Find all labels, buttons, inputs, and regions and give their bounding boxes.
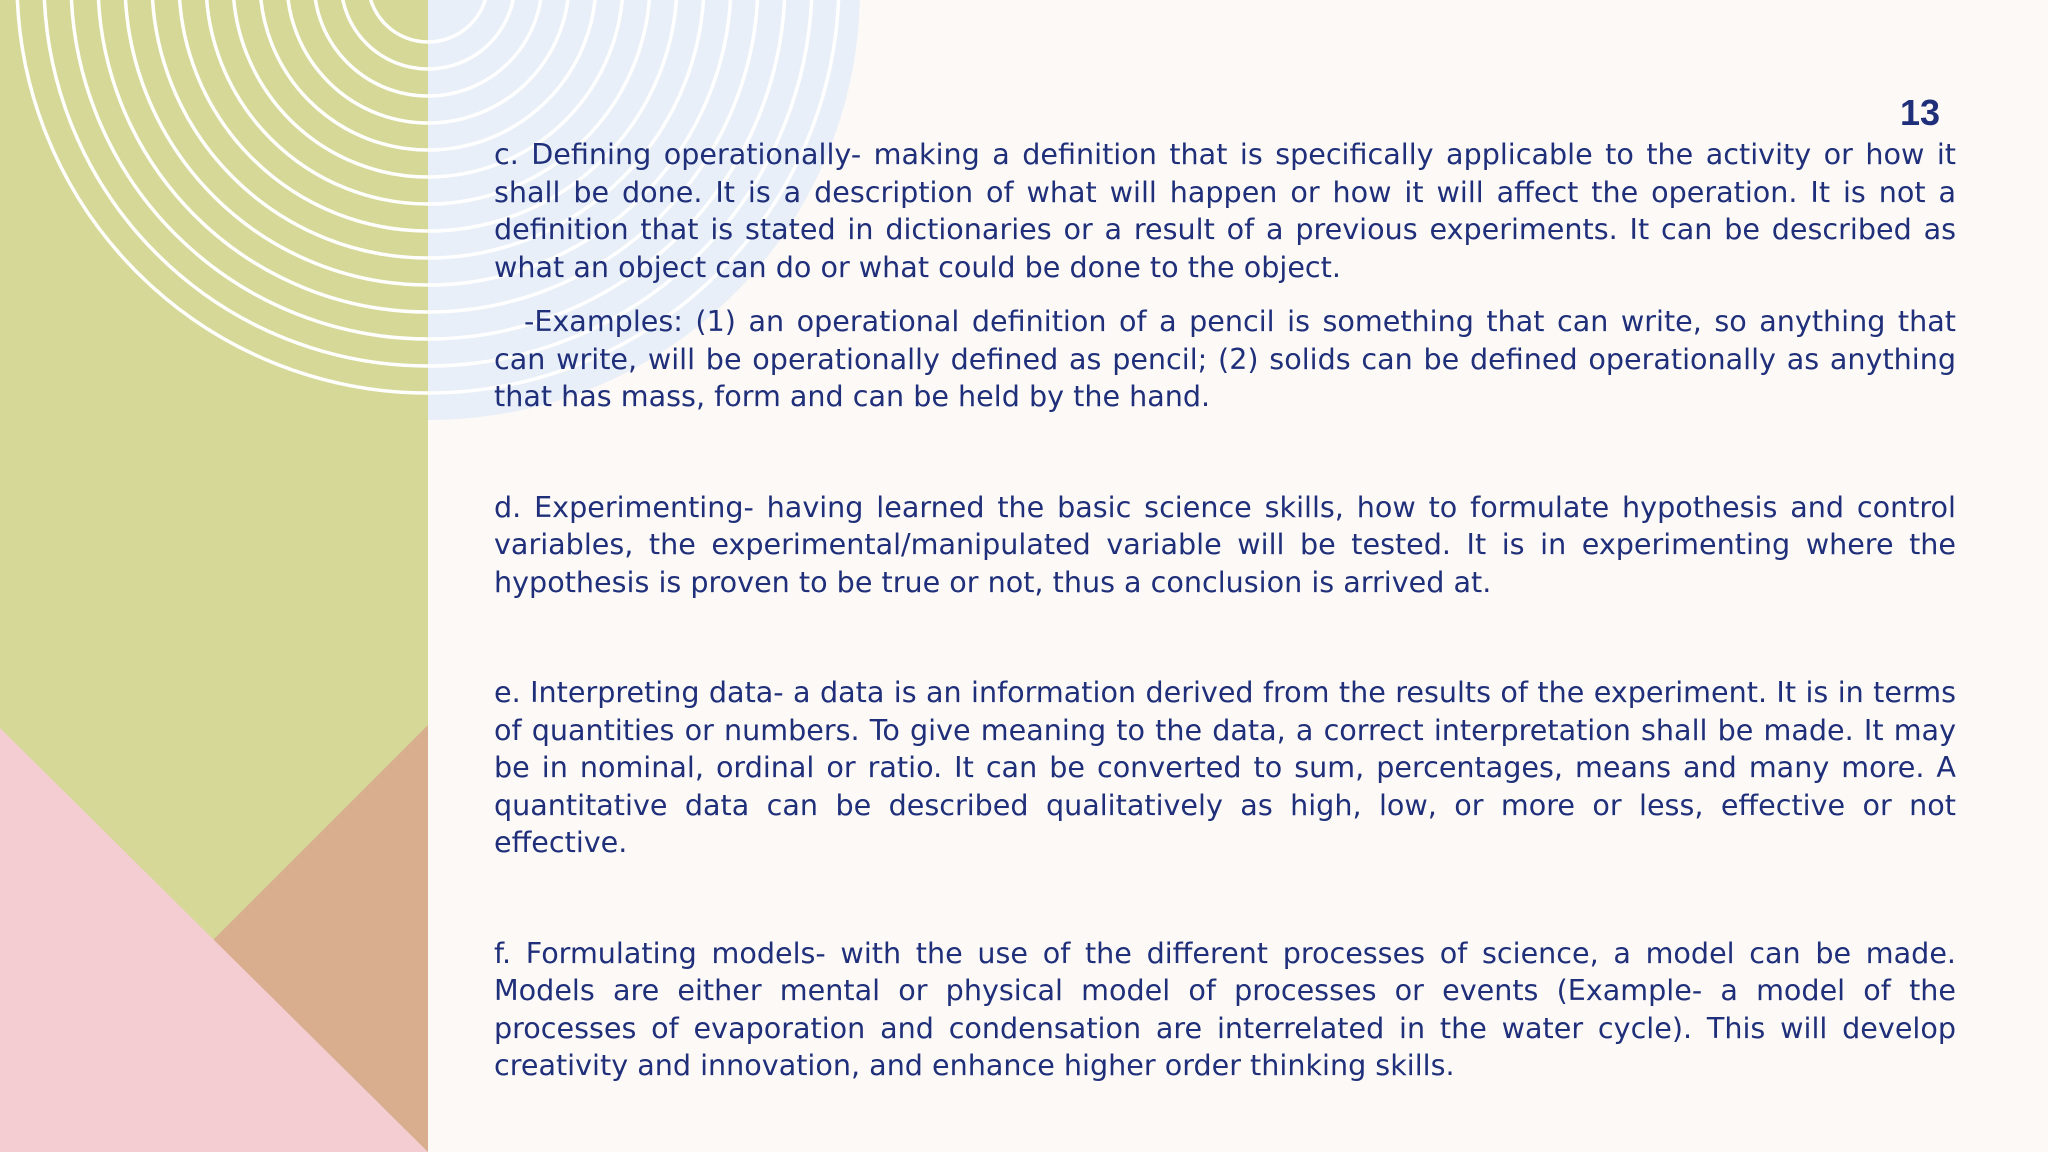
paragraph-examples: -Examples: (1) an operational definition of a pencil is something that can write, so anything that can write, will be operationally defined as pencil; (2) solids can be defined operationally as anything that has mass, form and can be held by the hand.: [494, 304, 1956, 413]
page-number: 13: [1899, 92, 1941, 133]
paragraph-interpreting-data: e. Interpreting data- a data is an information derived from the results of the experiment. It is in terms of quantities or numbers. To give meaning to the data, a correct interpretation shall be made. It may be in nominal, ordinal or ratio. It can be converted to sum, percentages, means and many more. A quantitative data can be described qualitatively as high, low, or more or less, effective or not effective.: [494, 675, 1956, 859]
slide-body: [494, 136, 1956, 1085]
paragraph-defining-operationally: c. Defining operationally- making a definition that is specifically applicable to the activity or how it shall be done. It is a description of what will happen or how it will affect the operation. It is not a definition that is stated in dictionaries or a result of a previous experiments. It can be described as what an object can do or what could be done to the object.: [494, 137, 1956, 284]
paragraph-experimenting: d. Experimenting- having learned the basic science skills, how to formulate hypothesis and control variables, the experimental/manipulated variable will be tested. It is in experimenting where the hypothesis is proven to be true or not, thus a conclusion is arrived at.: [494, 489, 1956, 599]
paragraph-formulating-models: f. Formulating models- with the use of the different processes of science, a model can be made. Models are either mental or physical model of processes or events (Example- a model of the processes of evaporation and condensation are interrelated in the water cycle). This will develop creativity and innovation, and enhance higher order thinking skills.: [494, 935, 1956, 1082]
